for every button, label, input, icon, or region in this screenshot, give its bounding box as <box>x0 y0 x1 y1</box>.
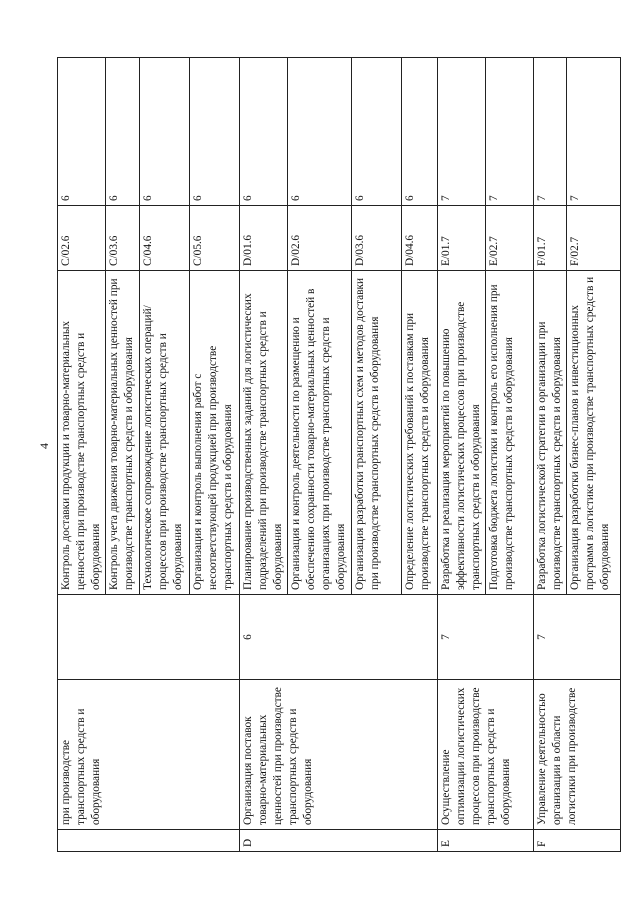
table-row <box>534 58 567 852</box>
generalized-function-code: E <box>438 830 534 852</box>
qualification-level: 6 <box>288 58 352 206</box>
labor-function-code: D/03.6 <box>352 206 402 271</box>
qualification-level: 7 <box>534 58 567 206</box>
generalized-function-code <box>58 830 240 852</box>
labor-function-code: F/02.7 <box>566 206 620 271</box>
qualification-level: 6 <box>190 58 240 206</box>
qualification-level: 6 <box>240 58 288 206</box>
generalized-function-level: 6 <box>240 595 438 680</box>
labor-function-name: Подготовка бюджета логистики и контроль его исполнения при производстве транспортных средств и оборудования <box>486 271 534 595</box>
labor-function-name: Организация разработки бизнес-планов и инвестиционных программ в логистике при производстве транспортных средств и оборудования <box>566 271 620 595</box>
labor-function-code: D/04.6 <box>402 206 438 271</box>
labor-function-code: C/02.6 <box>58 206 106 271</box>
labor-function-name: Технологическое сопровождение логистических операций/процессов при производстве транспортных средств и оборудования <box>140 271 190 595</box>
labor-function-code: F/01.7 <box>534 206 567 271</box>
qualification-level: 6 <box>140 58 190 206</box>
generalized-function-level <box>58 595 240 680</box>
table-row <box>240 58 288 852</box>
generalized-function-name: Организация поставок товарно-материальных ценностей при производстве транспортных средств и оборудования <box>240 680 438 830</box>
generalized-function-code: F <box>534 830 621 852</box>
labor-function-name: Определение логистических требований к поставкам при производстве транспортных средств и оборудования <box>402 271 438 595</box>
qualification-level: 7 <box>486 58 534 206</box>
labor-function-name: Организация и контроль деятельности по размещению и обеспечению сохранности товарно-материальных ценностей в организациях при производстве транспортных средств и оборудования <box>288 271 352 595</box>
qualification-level: 6 <box>106 58 140 206</box>
qualification-level: 7 <box>566 58 620 206</box>
labor-function-name: Организация и контроль выполнения работ с несоответствующей продукцией при производстве транспортных средств и оборудования <box>190 271 240 595</box>
qualification-level: 6 <box>402 58 438 206</box>
table-row <box>438 58 486 852</box>
generalized-function-code: D <box>240 830 438 852</box>
labor-function-name: Планирование производственных заданий для логистических подразделений при производстве транспортных средств и оборудования <box>240 271 288 595</box>
labor-function-code: C/04.6 <box>140 206 190 271</box>
labor-function-code: E/01.7 <box>438 206 486 271</box>
labor-function-name: Контроль доставки продукции и товарно-материальных ценностей при производстве транспортных средств и оборудования <box>58 271 106 595</box>
labor-function-name: Разработка и реализация мероприятий по повышению эффективности логистических процессов при производстве транспортных средств и оборудования <box>438 271 486 595</box>
labor-function-name: Разработка логистической стратегии в организации при производстве транспортных средств и оборудования <box>534 271 567 595</box>
generalized-function-name: Управление деятельностью организации в области логистики при производстве <box>534 680 621 830</box>
labor-function-name: Организация разработки транспортных схем и методов доставки при производстве транспортных средств и оборудования <box>352 271 402 595</box>
generalized-function-level: 7 <box>438 595 534 680</box>
labor-function-code: D/02.6 <box>288 206 352 271</box>
qualification-level: 6 <box>58 58 106 206</box>
generalized-function-name: при производстве транспортных средств и оборудования <box>58 680 240 830</box>
labor-function-code: C/05.6 <box>190 206 240 271</box>
generalized-function-name: Осуществление оптимизации логистических процессов при производстве транспортных средств и оборудования <box>438 680 534 830</box>
qualification-level: 7 <box>438 58 486 206</box>
rotated-page <box>57 58 611 852</box>
generalized-function-level: 7 <box>534 595 621 680</box>
labor-function-code: D/01.6 <box>240 206 288 271</box>
functions-table <box>57 57 621 852</box>
labor-function-name: Контроль учета движения товарно-материальных ценностей при производстве транспортных средств и оборудования <box>106 271 140 595</box>
page-number: 4 <box>37 443 51 449</box>
qualification-level: 6 <box>352 58 402 206</box>
labor-function-code: C/03.6 <box>106 206 140 271</box>
table-row <box>58 58 106 852</box>
labor-function-code: E/02.7 <box>486 206 534 271</box>
